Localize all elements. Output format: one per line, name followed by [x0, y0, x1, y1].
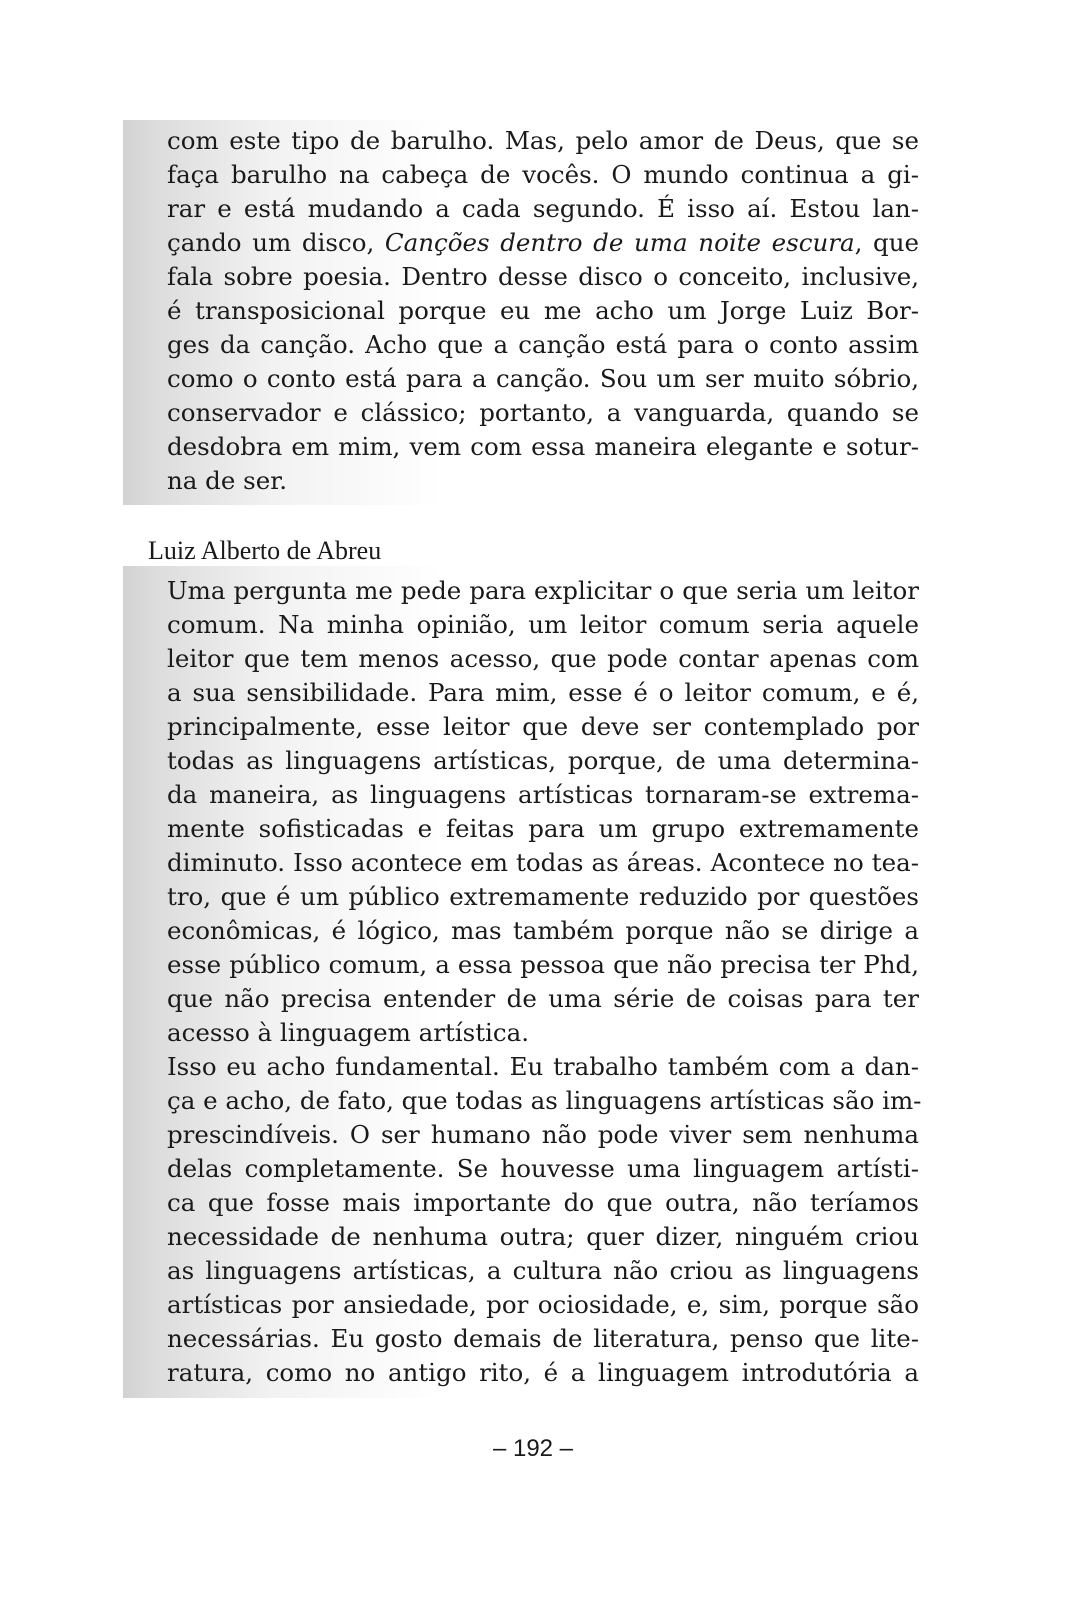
page-number: – 192 – [492, 1435, 574, 1462]
text-line: todas as linguagens artísticas, porque, de uma determina- [167, 746, 919, 775]
text-line: necessárias. Eu gosto demais de literatura, penso que lite- [167, 1324, 919, 1353]
text-line: esse público comum, a essa pessoa que não precisa ter Phd, [167, 950, 919, 979]
quote-block-1 [123, 120, 923, 505]
text-run: çando um disco, [167, 228, 385, 257]
text-run: , que [854, 228, 919, 257]
text-line: com este tipo de barulho. Mas, pelo amor de Deus, que se [167, 126, 919, 155]
text-line: Uma pergunta me pede para explicitar o que seria um leitor [167, 576, 919, 605]
text-line: comum. Na minha opinião, um leitor comum seria aquele [167, 610, 919, 639]
album-title: Canções dentro de uma noite escura [384, 228, 855, 257]
text-line: leitor que tem menos acesso, que pode contar apenas com [167, 644, 919, 673]
text-line: tro, que é um público extremamente reduzido por questões [167, 882, 919, 911]
text-line: mente sofisticadas e feitas para um grupo extremamente [167, 814, 919, 843]
text-line: ca que fosse mais importante do que outra, não teríamos [167, 1188, 919, 1217]
text-line: da maneira, as linguagens artísticas tornaram-se extrema- [167, 780, 919, 809]
text-line: a sua sensibilidade. Para mim, esse é o leitor comum, e é, [167, 678, 919, 707]
text-line: necessidade de nenhuma outra; quer dizer, ninguém criou [167, 1222, 919, 1251]
text-line: diminuto. Isso acontece em todas as áreas. Acontece no tea- [167, 848, 919, 877]
text-line: Isso eu acho fundamental. Eu trabalho também com a dan- [167, 1052, 919, 1081]
text-line: fala sobre poesia. Dentro desse disco o conceito, inclusive, [167, 262, 919, 291]
text-line: que não precisa entender de uma série de coisas para ter [167, 984, 919, 1013]
text-line [167, 226, 919, 260]
text-line: acesso à linguagem artística. [167, 1018, 529, 1047]
text-line: principalmente, esse leitor que deve ser contemplado por [167, 712, 919, 741]
text-line: ges da canção. Acho que a canção está para o conto assim [167, 330, 919, 359]
text-line: as linguagens artísticas, a cultura não criou as linguagens [167, 1256, 919, 1285]
text-line: rar e está mudando a cada segundo. É isso aí. Estou lan- [167, 194, 919, 223]
text-line: econômicas, é lógico, mas também porque não se dirige a [167, 916, 919, 945]
text-line: conservador e clássico; portanto, a vanguarda, quando se [167, 398, 919, 427]
text-line: ça e acho, de fato, que todas as linguagens artísticas são im- [167, 1086, 922, 1115]
quote-block-2 [123, 566, 923, 1398]
text-line: artísticas por ansiedade, por ociosidade, e, sim, porque são [167, 1290, 919, 1319]
text-line: delas completamente. Se houvesse uma linguagem artísti- [167, 1154, 919, 1183]
text-line: desdobra em mim, vem com essa maneira elegante e sotur- [167, 432, 919, 461]
text-line: é transposicional porque eu me acho um Jorge Luiz Bor- [167, 296, 919, 325]
text-line: ratura, como no antigo rito, é a linguagem introdutória a [167, 1358, 919, 1387]
text-line: como o conto está para a canção. Sou um ser muito sóbrio, [167, 364, 919, 393]
text-line: prescindíveis. O ser humano não pode viver sem nenhuma [167, 1120, 919, 1149]
text-line: faça barulho na cabeça de vocês. O mundo continua a gi- [167, 160, 919, 189]
speaker-name: Luiz Alberto de Abreu [148, 536, 382, 565]
text-line: na de ser. [167, 466, 288, 495]
